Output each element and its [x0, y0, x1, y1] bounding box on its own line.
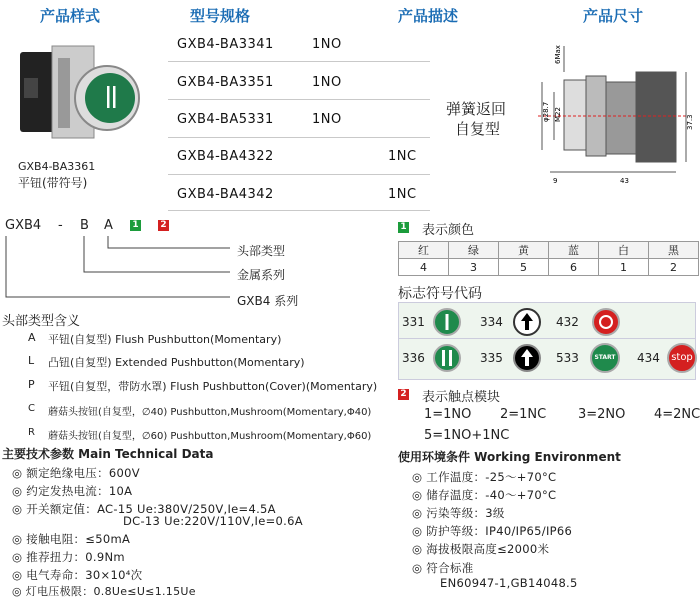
contact-item: 2=1NC	[500, 407, 547, 422]
symbol-code: 336	[402, 351, 425, 365]
env-item: ◎ 工作温度：-25～+70°C	[412, 470, 557, 484]
symbols-title: 标志符号代码	[398, 286, 482, 302]
row-contact: 1NC	[388, 149, 417, 164]
colors-title: 表示颜色	[422, 223, 475, 238]
code-label-head: 头部类型	[237, 244, 286, 258]
dimension-drawing	[528, 42, 696, 192]
contact-item: 1=1NO	[424, 407, 472, 422]
row-divider	[168, 174, 430, 175]
head-type-value: 平钮(自复型) Flush Pushbutton(Momentary)	[48, 333, 282, 346]
env-item: ◎ 储存温度：-40～+70°C	[412, 488, 557, 502]
color-name: 黑	[649, 242, 699, 259]
tech-item: ◎ 灯电压极限：0.8Ue≤U≤1.15Ue	[12, 585, 196, 598]
dim-w2: 43	[620, 177, 629, 185]
color-name: 黄	[499, 242, 549, 259]
tech-item: ◎ 约定发热电流：10A	[12, 484, 133, 498]
env-item: ◎ 污染等级：3级	[412, 506, 505, 520]
start-icon: START	[590, 343, 620, 373]
color-code: 2	[649, 259, 699, 276]
symbol-code: 432	[556, 315, 579, 329]
tech-item: ◎ 接触电阻：≤50mA	[12, 532, 131, 546]
code-part-metal: B	[80, 218, 89, 233]
tech-item: ◎ 电气寿命：30×10⁴次	[12, 568, 143, 582]
row-divider	[168, 137, 430, 138]
code-bracket-lines	[0, 234, 260, 314]
symbol-code: 434	[637, 351, 660, 365]
row-contact: 1NO	[312, 112, 342, 127]
head-types-title: 头部类型含义	[2, 314, 81, 329]
color-name: 白	[599, 242, 649, 259]
color-name: 绿	[449, 242, 499, 259]
product-desc-caption: 平钮(带符号)	[18, 176, 88, 190]
dim-h: 37.3	[686, 114, 694, 130]
env-title: 使用环境条件 Working Environment	[398, 450, 621, 464]
header-model: 型号规格	[190, 7, 251, 25]
code-part-head: A	[104, 218, 113, 233]
tech-item: ◎ 开关额定值：AC-15 Ue:380V/250V,Ie=4.5A	[12, 502, 276, 516]
desc-line2: 自复型	[455, 120, 501, 138]
header-style: 产品样式	[40, 7, 101, 25]
row-contact: 1NO	[312, 75, 342, 90]
row-model: GXB4-BA4342	[177, 187, 274, 202]
row-divider	[168, 61, 430, 62]
code-contact-box: 2	[158, 220, 169, 231]
color-code: 5	[499, 259, 549, 276]
row-divider	[168, 99, 430, 100]
contact-item: 4=2NC	[654, 407, 700, 422]
green-bar-icon	[432, 307, 462, 337]
contacts-title: 表示触点模块	[422, 390, 501, 405]
contact-code-box: 2	[398, 389, 409, 400]
row-contact: 1NC	[388, 187, 417, 202]
contact-item: 3=2NO	[578, 407, 626, 422]
color-code: 1	[599, 259, 649, 276]
color-code: 3	[449, 259, 499, 276]
color-code-box: 1	[398, 222, 409, 233]
tech-item: ◎ 额定绝缘电压：600V	[12, 466, 140, 480]
head-type-key: P	[28, 378, 35, 391]
symbol-code: 334	[480, 315, 503, 329]
row-model: GXB4-BA3341	[177, 37, 274, 52]
dim-w1: 9	[553, 177, 558, 185]
row-divider	[168, 210, 430, 211]
header-size: 产品尺寸	[583, 7, 644, 25]
code-label-series: GXB4 系列	[237, 294, 299, 308]
contact-item: 5=1NO+1NC	[424, 428, 510, 443]
color-code: 6	[549, 259, 599, 276]
row-contact: 1NO	[312, 37, 342, 52]
dim-max: 6Max	[554, 45, 562, 64]
row-model: GXB4-BA5331	[177, 112, 274, 127]
header-desc: 产品描述	[398, 7, 459, 25]
code-color-box: 1	[130, 220, 141, 231]
head-type-value: 蘑菇头按钮(自复型，∅40) Pushbutton,Mushroom(Momentary,Φ40)	[48, 407, 372, 418]
green-double-bar-icon	[432, 343, 462, 373]
tech-item: DC-13 Ue:220V/110V,Ie=0.6A	[123, 514, 303, 528]
symbol-code: 331	[402, 315, 425, 329]
color-name: 蓝	[549, 242, 599, 259]
env-item: EN60947-1,GB14048.5	[440, 576, 578, 590]
code-label-metal: 金属系列	[237, 268, 286, 282]
code-part-series: GXB4	[5, 218, 42, 233]
head-type-key: R	[28, 427, 35, 438]
product-image	[12, 38, 142, 158]
head-type-value: 凸钮(自复型) Extended Pushbutton(Momentary)	[48, 356, 305, 369]
tech-title: 主要技术参数 Main Technical Data	[2, 447, 214, 461]
dim-d2: M22	[554, 107, 562, 122]
head-type-key: L	[28, 354, 35, 367]
head-type-key: C	[28, 403, 35, 414]
symbol-code: 335	[480, 351, 503, 365]
color-table	[398, 241, 699, 276]
red-circle-icon	[591, 307, 621, 337]
up-arrow-white-icon	[512, 307, 542, 337]
color-name: 红	[399, 242, 449, 259]
product-model-caption: GXB4-BA3361	[18, 160, 96, 173]
env-item: ◎ 符合标准	[412, 561, 474, 575]
dim-d1: φ28.7	[542, 101, 550, 122]
symbol-code: 533	[556, 351, 579, 365]
color-code: 4	[399, 259, 449, 276]
row-model: GXB4-BA3351	[177, 75, 274, 90]
stop-icon: stop	[667, 343, 697, 373]
code-dash: -	[58, 218, 63, 233]
env-item: ◎ 防护等级：IP40/IP65/IP66	[412, 524, 573, 538]
env-item: ◎ 海拔极限高度≤2000米	[412, 542, 550, 556]
head-type-value: 蘑菇头按钮(自复型，∅60) Pushbutton,Mushroom(Momentary,Φ60)	[48, 431, 372, 442]
head-type-key: A	[28, 331, 36, 344]
tech-item: ◎ 推荐扭力：0.9Nm	[12, 550, 125, 564]
row-model: GXB4-BA4322	[177, 149, 274, 164]
desc-line1: 弹簧返回	[446, 100, 507, 118]
head-type-value: 平钮(自复型，带防水罩) Flush Pushbutton(Cover)(Momentary)	[48, 380, 378, 393]
up-arrow-black-icon	[512, 343, 542, 373]
